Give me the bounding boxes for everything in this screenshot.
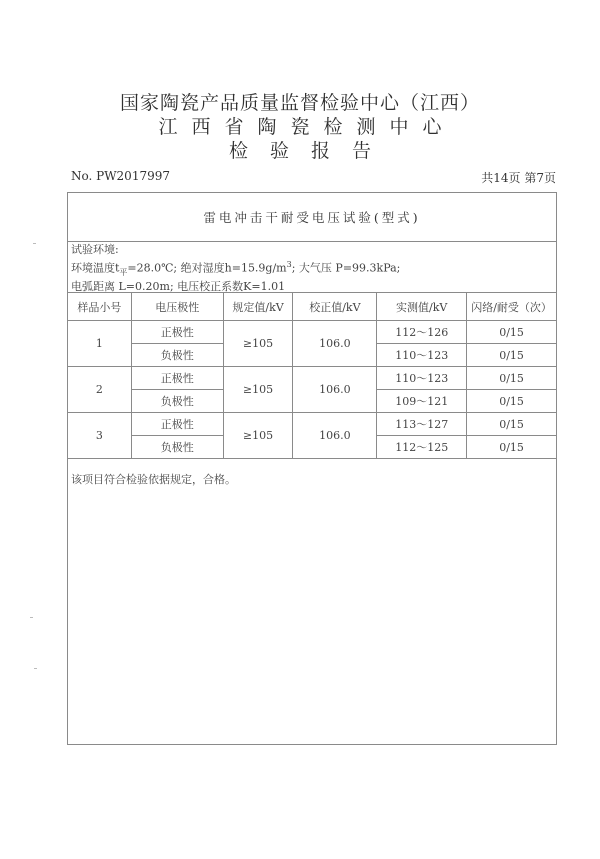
sample-number: 3 bbox=[68, 413, 132, 459]
measured-value: 113～127 bbox=[377, 413, 467, 436]
env-temp-sub: 平 bbox=[119, 267, 128, 277]
scan-speck bbox=[33, 243, 36, 244]
table-row bbox=[68, 367, 557, 390]
page-info: 共14页 第7页 bbox=[481, 171, 556, 185]
report-title: 检验报告 bbox=[228, 140, 393, 162]
env-humidity: =28.0℃; 绝对湿度h=15.9g/m bbox=[127, 261, 287, 275]
report-number: No. PW2017997 bbox=[71, 169, 170, 183]
specified-value: ≥105 bbox=[223, 413, 293, 459]
corrected-value: 106.0 bbox=[293, 321, 377, 367]
env-superscript: 3 bbox=[286, 259, 292, 269]
measured-value: 109～121 bbox=[377, 390, 467, 413]
table-row bbox=[68, 321, 557, 344]
org-name-title: 国家陶瓷产品质量监督检验中心（江西） bbox=[119, 92, 480, 114]
polarity-cell: 负极性 bbox=[131, 390, 223, 413]
measured-value: 112～126 bbox=[377, 321, 467, 344]
measured-value: 110～123 bbox=[377, 344, 467, 367]
measured-value: 110～123 bbox=[377, 367, 467, 390]
conclusion-text: 该项目符合检验依据规定，合格。 bbox=[71, 473, 236, 486]
flashover-value: 0/15 bbox=[467, 321, 557, 344]
polarity-cell: 负极性 bbox=[131, 344, 223, 367]
header-specified: 规定值/kV bbox=[223, 293, 293, 321]
table-row bbox=[68, 413, 557, 436]
env-temp-prefix: 环境温度t bbox=[71, 261, 120, 275]
section-title: 雷电冲击干耐受电压试验(型式) bbox=[68, 193, 556, 242]
results-table bbox=[67, 292, 557, 459]
header-polarity: 电压极性 bbox=[131, 293, 223, 321]
flashover-value: 0/15 bbox=[467, 390, 557, 413]
header-corrected: 校正值/kV bbox=[293, 293, 377, 321]
report-frame bbox=[67, 192, 557, 745]
flashover-value: 0/15 bbox=[467, 344, 557, 367]
scan-speck bbox=[30, 617, 33, 618]
scan-speck bbox=[34, 668, 37, 669]
measured-value: 112～125 bbox=[377, 436, 467, 459]
polarity-cell: 正极性 bbox=[131, 413, 223, 436]
corrected-value: 106.0 bbox=[293, 413, 377, 459]
table-header-row bbox=[68, 293, 557, 321]
env-pressure: ; 大气压 P=99.3kPa; bbox=[291, 261, 401, 275]
polarity-cell: 正极性 bbox=[131, 321, 223, 344]
specified-value: ≥105 bbox=[223, 321, 293, 367]
environment-line-1 bbox=[71, 258, 400, 280]
specified-value: ≥105 bbox=[223, 367, 293, 413]
org-subtitle: 江西省陶瓷检测中心 bbox=[158, 116, 456, 138]
flashover-value: 0/15 bbox=[467, 413, 557, 436]
environment-line-2: 电弧距离 L=0.20m; 电压校正系数K=1.01 bbox=[71, 279, 286, 293]
polarity-cell: 负极性 bbox=[131, 436, 223, 459]
environment-label: 试验环境: bbox=[71, 243, 119, 256]
test-environment bbox=[71, 243, 400, 294]
polarity-cell: 正极性 bbox=[131, 367, 223, 390]
flashover-value: 0/15 bbox=[467, 436, 557, 459]
flashover-value: 0/15 bbox=[467, 367, 557, 390]
corrected-value: 106.0 bbox=[293, 367, 377, 413]
header-sample: 样品小号 bbox=[68, 293, 132, 321]
header-measured: 实测值/kV bbox=[377, 293, 467, 321]
sample-number: 1 bbox=[68, 321, 132, 367]
header-flashover: 闪络/耐受（次） bbox=[467, 293, 557, 321]
sample-number: 2 bbox=[68, 367, 132, 413]
